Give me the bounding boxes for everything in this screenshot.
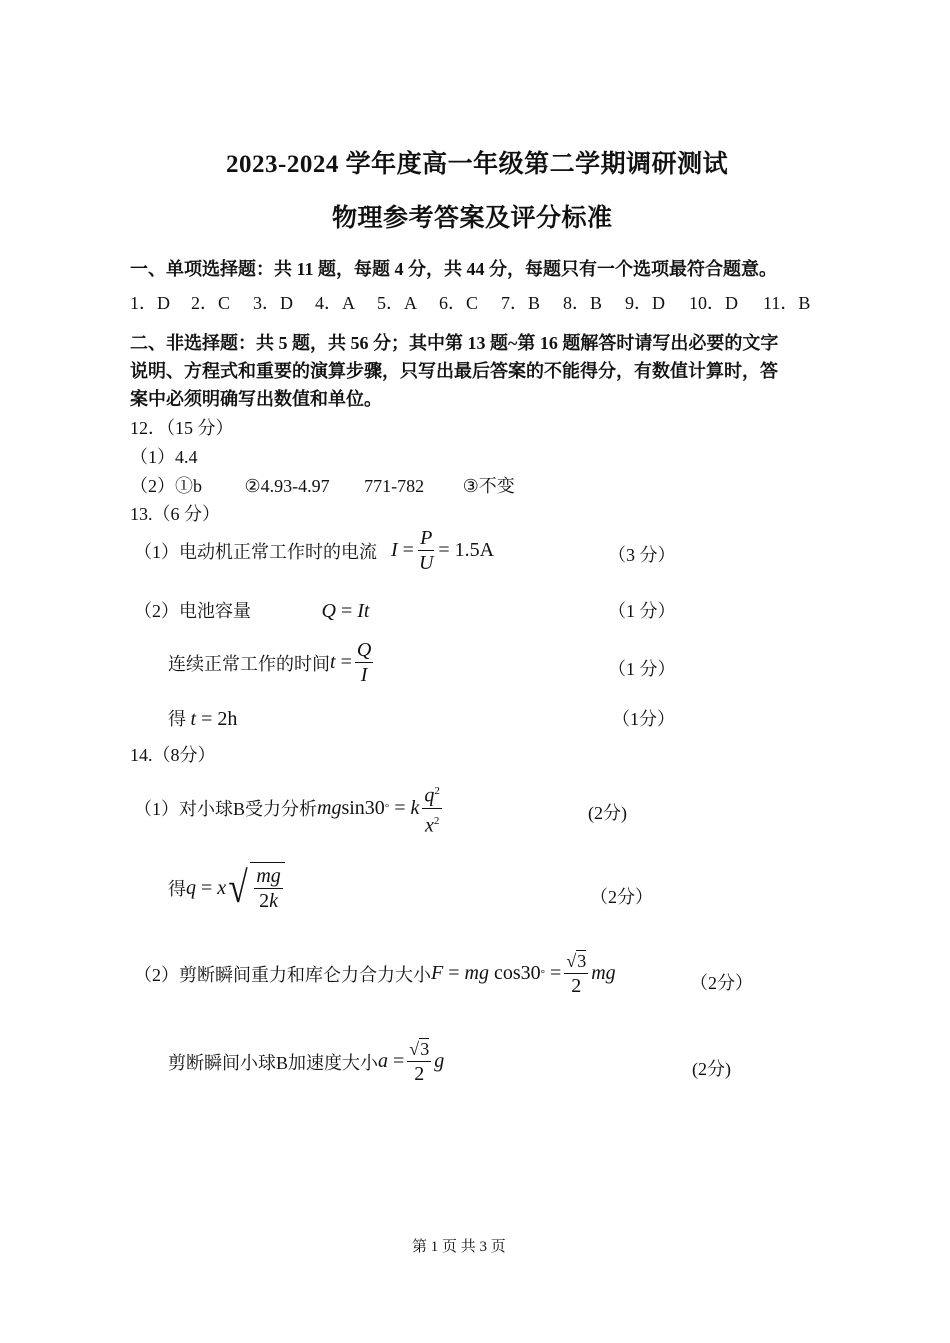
- q14-formula-acceleration: a = $\frac{√3}{2}$ g: [378, 1039, 445, 1085]
- q12-part2-b: ②4.93-4.97: [244, 476, 330, 496]
- q13-part1-text: （1）电动机正常工作时的电流: [134, 541, 377, 562]
- q13-part2: [134, 597, 369, 623]
- answer-3: 3．D: [253, 293, 293, 313]
- q13-part4-text: 得: [168, 709, 186, 729]
- section2-heading-line1: 二、非选择题：共 5 题，共 56 分；其中第 13 题~第 16 题解答时请写出必要的文字: [130, 333, 779, 353]
- answer-1: 1．D: [130, 293, 170, 313]
- q12-part2-d: ③不变: [462, 476, 515, 496]
- q13-formula-result: t = 2h: [190, 708, 238, 730]
- q13-part4-score: （1分）: [612, 709, 675, 729]
- q14-part2-text: 得: [168, 879, 186, 899]
- answer-10: 10．D: [689, 293, 738, 313]
- q14-part4-score: (2分): [692, 1059, 731, 1079]
- q13-formula-time: t = $\frac{Q}{I}$: [330, 639, 372, 686]
- q14-part3-score: （2分）: [690, 973, 753, 993]
- section2-heading-line2: 说明、方程式和重要的演算步骤，只写出最后答案的不能得分，有数值计算时，答: [130, 361, 778, 381]
- answer-row: [130, 289, 810, 315]
- q12-label: 12．（15 分）: [130, 418, 234, 438]
- q13-part3-score: （1 分）: [608, 659, 676, 679]
- answer-8: 8．B: [563, 293, 603, 313]
- q12-part1: （1）4.4: [130, 447, 198, 467]
- q14-part3-text: （2）剪断瞬间重力和库仑力合力大小: [134, 964, 431, 985]
- q13-part4: [168, 705, 237, 731]
- answer-6: 6．C: [439, 293, 479, 313]
- q14-formula-resultant: F = mg cos30 ° = $\frac{√3}{2}$ mg: [431, 951, 616, 997]
- q12-part2: [130, 472, 515, 498]
- q14-label: 14.（8分）: [130, 745, 216, 765]
- q13-formula-capacity: Q = It: [321, 600, 370, 622]
- q13-part1-score: （3 分）: [608, 545, 676, 565]
- page-subtitle: 物理参考答案及评分标准: [332, 205, 613, 232]
- q14-part4: [168, 1038, 444, 1085]
- q14-formula-charge: q = x √ $\frac{mg}{2k}$: [186, 862, 285, 914]
- q14-part1-score: (2分): [588, 803, 627, 823]
- q12-part2-c: 771-782: [364, 476, 425, 496]
- q14-part3: [134, 950, 616, 997]
- answer-5: 5．A: [377, 293, 417, 313]
- q14-part2: [168, 862, 285, 914]
- q14-part2-score: （2分）: [590, 887, 653, 907]
- section2-heading-line3: 案中必须明确写出数值和单位。: [130, 389, 382, 409]
- q13-part2-score: （1 分）: [608, 601, 676, 621]
- q14-part4-text: 剪断瞬间小球B加速度大小: [168, 1052, 379, 1073]
- q14-formula-force: mg sin30 ° = k $\frac{q^2}{x^2}$: [317, 780, 445, 836]
- q13-part2-text: （2）电池容量: [134, 601, 251, 621]
- q13-label: 13.（6 分）: [130, 504, 220, 524]
- answer-7: 7．B: [501, 293, 541, 313]
- page-title: 2023-2024 学年度高一年级第二学期调研测试: [226, 151, 729, 178]
- q13-part1: [134, 527, 494, 574]
- q12-part2-a: （2）①b: [130, 476, 202, 496]
- answer-9: 9．D: [625, 293, 665, 313]
- section1-heading: 一、单项选择题：共 11 题，每题 4 分，共 44 分，每题只有一个选项最符合题意。: [130, 259, 778, 279]
- q13-formula-current: I = $\frac{P}{U}$ = 1.5A: [391, 527, 495, 574]
- q13-part3: [168, 639, 376, 686]
- q14-part1: [134, 780, 445, 836]
- page-footer: 第 1 页 共 3 页: [412, 1239, 506, 1255]
- answer-4: 4．A: [315, 293, 355, 313]
- answer-11: 11．B: [763, 293, 811, 313]
- q14-part1-text: （1）对小球B受力分析: [134, 799, 318, 820]
- answer-2: 2．C: [191, 293, 231, 313]
- q13-part3-text: 连续正常工作的时间: [168, 653, 330, 674]
